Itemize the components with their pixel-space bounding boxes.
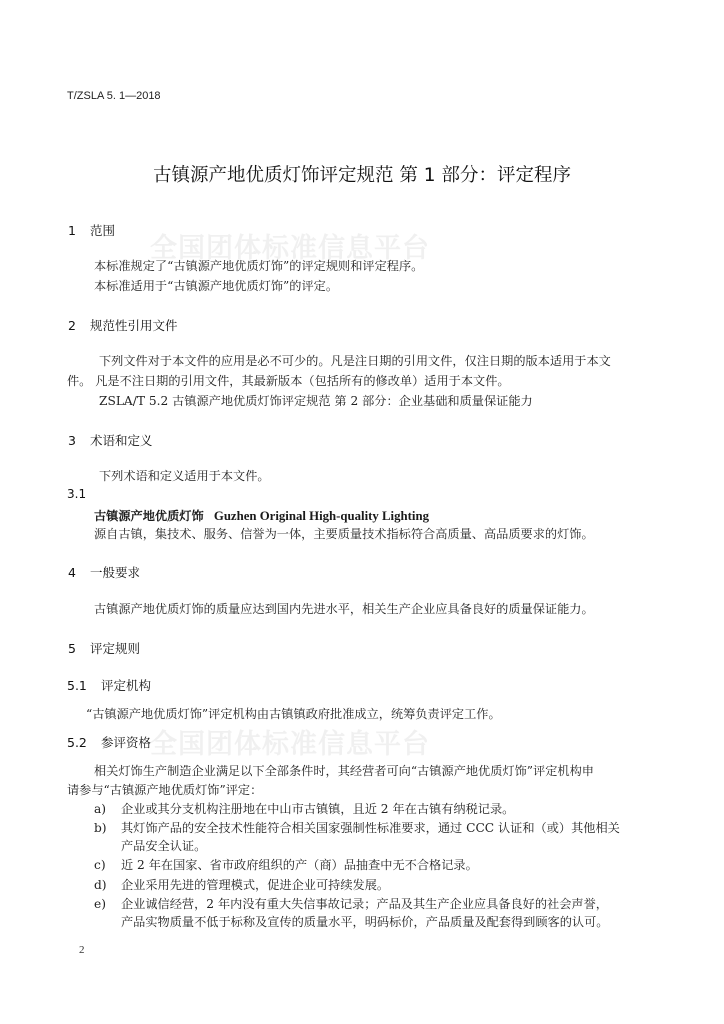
- paragraph: 件。 凡是不注日期的引用文件，其最新版本（包括所有的修改单）适用于本文件。: [67, 374, 510, 388]
- list-item-label: c): [94, 858, 106, 872]
- section-title: 范围: [90, 223, 116, 238]
- term-number: 3.1: [67, 487, 87, 501]
- paragraph: 下列术语和定义适用于本文件。: [99, 469, 270, 483]
- paragraph: 古镇源产地优质灯饰的质量应达到国内先进水平，相关生产企业应具备良好的质量保证能力。: [94, 602, 594, 616]
- section-title: 规范性引用文件: [90, 318, 178, 333]
- list-item-continuation: 产品实物质量不低于标称及宣传的质量水平，明码标价，产品质量及配套得到顾客的认可。: [121, 915, 609, 929]
- standard-code: T/ZSLA 5. 1—2018: [67, 90, 161, 102]
- list-item: [94, 819, 620, 836]
- subsection-title: 评定机构: [101, 678, 152, 693]
- list-item-text: 企业采用先进的管理模式，促进企业可持续发展。: [121, 878, 390, 892]
- list-item-label: d): [94, 878, 107, 892]
- section-1-heading: [68, 221, 115, 239]
- paragraph: 本标准适用于“古镇源产地优质灯饰”的评定。: [94, 279, 339, 293]
- subsection-number: 5.2: [67, 735, 87, 750]
- subsection-title: 参评资格: [101, 735, 152, 750]
- subsection-5-2-heading: [67, 733, 151, 751]
- list-item-label: b): [94, 821, 107, 835]
- list-item-text: 近 2 年在国家、省市政府组织的产（商）品抽查中无不合格记录。: [121, 858, 478, 872]
- list-item: [94, 856, 478, 873]
- section-number: 5: [68, 641, 76, 656]
- paragraph: 相关灯饰生产制造企业满足以下全部条件时，其经营者可向“古镇源产地优质灯饰”评定机构申: [94, 764, 594, 778]
- subsection-number: 5.1: [67, 678, 87, 693]
- term-definition: 源自古镇，集技术、服务、信誉为一体，主要质量技术指标符合高质量、高品质要求的灯饰。: [94, 527, 594, 541]
- section-number: 4: [68, 565, 76, 580]
- paragraph: “古镇源产地优质灯饰”评定机构由古镇镇政府批准成立，统筹负责评定工作。: [86, 707, 501, 721]
- watermark-bottom: 全国团体标准信息平台: [150, 729, 430, 760]
- paragraph: 本标准规定了“古镇源产地优质灯饰”的评定规则和评定程序。: [94, 259, 424, 273]
- section-number: 3: [68, 433, 76, 448]
- list-item: [94, 800, 514, 817]
- section-number: 2: [68, 318, 76, 333]
- term-title: [94, 505, 429, 524]
- term-chinese: 古镇源产地优质灯饰: [94, 509, 204, 523]
- term-english: Guzhen Original High-quality Lighting: [213, 509, 429, 523]
- normative-reference: ZSLA/T 5.2 古镇源产地优质灯饰评定规范 第 2 部分：企业基础和质量保证能力: [99, 394, 533, 408]
- paragraph: 请参与“古镇源产地优质灯饰”评定：: [67, 783, 263, 797]
- section-title: 术语和定义: [90, 433, 153, 448]
- list-item: [94, 895, 608, 912]
- list-item-text: 其灯饰产品的安全技术性能符合相关国家强制性标准要求，通过 CCC 认证和（或）其他相关: [121, 821, 620, 835]
- page-number: 2: [79, 944, 85, 956]
- section-4-heading: [68, 563, 140, 581]
- paragraph: 下列文件对于本文件的应用是必不可少的。凡是注日期的引用文件，仅注日期的版本适用于本文: [99, 354, 611, 368]
- list-item-continuation: 产品安全认证。: [121, 839, 207, 853]
- subsection-5-1-heading: [67, 676, 151, 694]
- list-item-label: e): [94, 897, 106, 911]
- list-item-label: a): [94, 802, 107, 816]
- watermark-top: 全国团体标准信息平台: [150, 233, 430, 264]
- list-item-text: 企业诚信经营，2 年内没有重大失信事故记录；产品及其生产企业应具备良好的社会声誉，: [121, 897, 608, 911]
- list-item: [94, 876, 389, 893]
- section-title: 一般要求: [90, 565, 141, 580]
- section-number: 1: [68, 223, 76, 238]
- section-5-heading: [68, 639, 140, 657]
- section-3-heading: [68, 431, 153, 449]
- section-2-heading: [68, 316, 178, 334]
- section-title: 评定规则: [90, 641, 141, 656]
- document-title: 古镇源产地优质灯饰评定规范 第 1 部分：评定程序: [153, 165, 571, 186]
- list-item-text: 企业或其分支机构注册地在中山市古镇镇，且近 2 年在古镇有纳税记录。: [121, 802, 515, 816]
